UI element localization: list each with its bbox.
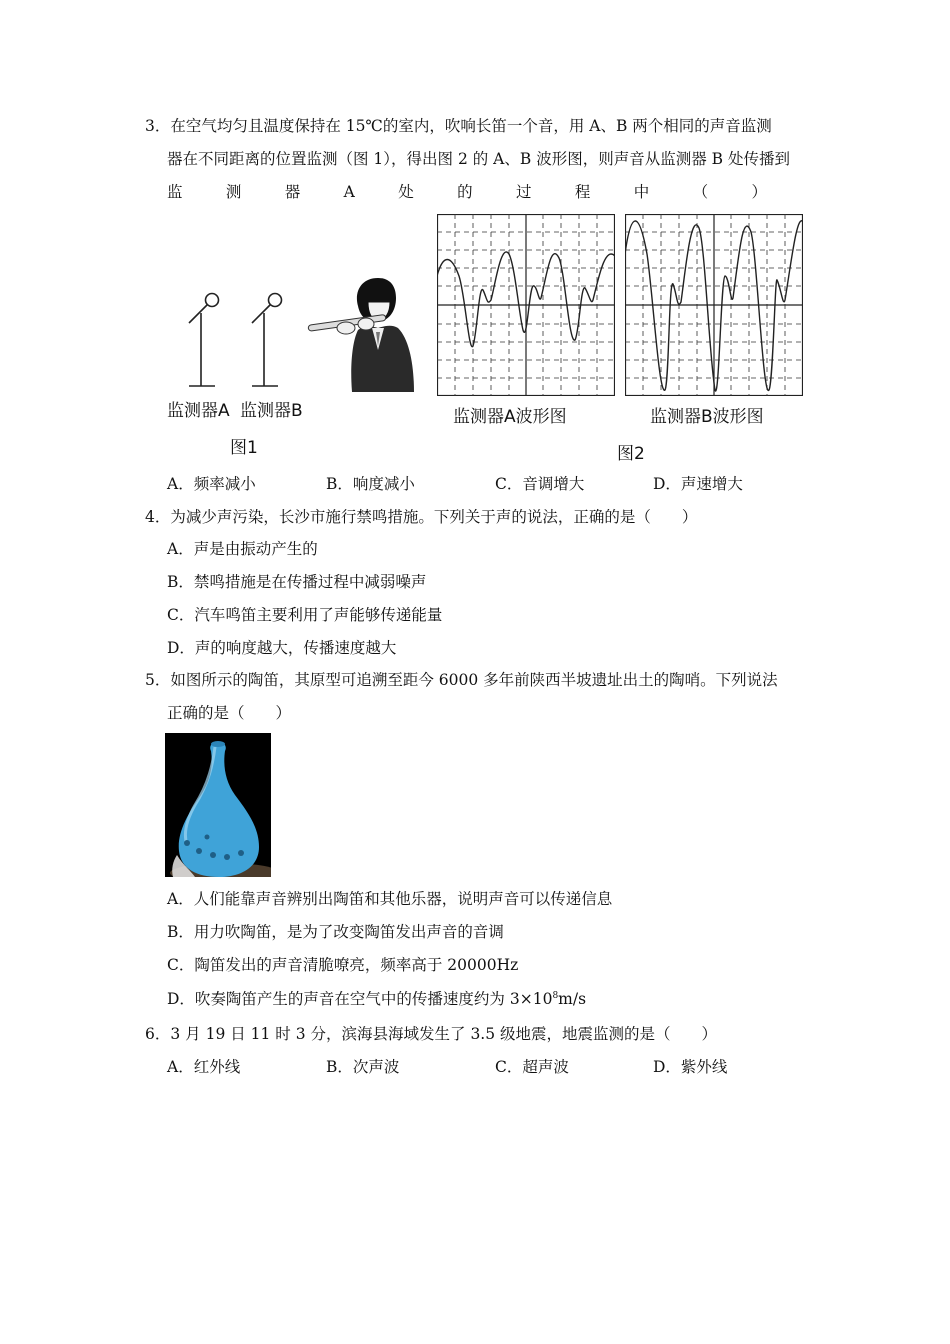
q3-word: （ [692,183,709,201]
q6-option-b: B．次声波 [326,1058,400,1076]
q6-option-c: C．超声波 [495,1058,569,1076]
q5-option-d-exponent: 8 [552,990,559,1001]
waveform-b-label: 监测器B波形图 [650,407,764,427]
q3-line-3 [167,182,767,202]
q3-line-1: 3．在空气均匀且温度保持在 15℃的室内，吹响长笛一个音，用 A、B 两个相同的声音监测 [145,117,772,135]
figure-2-caption: 图2 [617,444,645,464]
q5-option-d-text: D．吹奏陶笛产生的声音在空气中的传播速度约为 3×10 [167,990,553,1008]
q3-option-a: A．频率减小 [167,475,256,493]
q3-option-d: D．声速增大 [653,475,743,493]
q5-option-c: C．陶笛发出的声音清脆嘹亮，频率高于 20000Hz [167,956,519,974]
q4-option-d: D．声的响度越大，传播速度越大 [167,639,397,657]
q3-option-c: C．音调增大 [495,475,585,493]
ocarina-photo [165,733,271,877]
q5-option-a: A．人们能靠声音辨别出陶笛和其他乐器，说明声音可以传递信息 [167,890,613,908]
waveform-a-label: 监测器A波形图 [453,407,567,427]
q3-word: 的 [457,183,473,201]
q3-word: 中 [633,183,650,201]
q3-word: 监 [167,183,183,201]
q3-line-2: 器在不同距离的位置监测（图 1），得出图 2 的 A、B 波形图，则声音从监测器 B 处传播到 [167,150,790,168]
q5-line-2: 正确的是（ ） [167,704,292,722]
figure-1-caption: 图1 [230,438,258,458]
waveform-b-chart [625,214,803,396]
q5-option-d [167,989,586,1009]
q4-option-b: B．禁鸣措施是在传播过程中减弱噪声 [167,573,427,591]
q3-word: 测 [225,183,242,201]
q5-option-b: B．用力吹陶笛，是为了改变陶笛发出声音的音调 [167,923,504,941]
q3-word: 程 [574,183,591,201]
q3-word: A [343,183,355,201]
flute-player-illustration [306,272,424,392]
q5-line-1: 5．如图所示的陶笛，其原型可追溯至距今 6000 多年前陕西半坡遗址出土的陶哨。下列说法 [145,671,778,689]
q4-stem: 4．为减少声污染，长沙市施行禁鸣措施。下列关于声的说法，正确的是（ ） [145,508,698,526]
monitor-b-label: 监测器B [240,401,303,421]
q6-option-d: D．紫外线 [653,1058,728,1076]
monitor-stands-illustration [180,288,310,388]
q6-stem: 6．3 月 19 日 11 时 3 分，滨海县海域发生了 3.5 级地震，地震监测的是（ ） [145,1025,718,1043]
q3-word: ） [751,183,767,201]
waveform-a-chart [437,214,615,396]
q4-option-a: A．声是由振动产生的 [167,540,318,558]
q6-option-a: A．红外线 [167,1058,241,1076]
q3-word: 处 [398,183,414,201]
q3-word: 过 [515,183,532,201]
monitor-a-label: 监测器A [167,401,230,421]
q3-word: 器 [284,183,301,201]
q5-option-d-unit: m/s [558,990,587,1008]
q4-option-c: C．汽车鸣笛主要利用了声能够传递能量 [167,606,443,624]
q3-option-b: B．响度减小 [326,475,415,493]
